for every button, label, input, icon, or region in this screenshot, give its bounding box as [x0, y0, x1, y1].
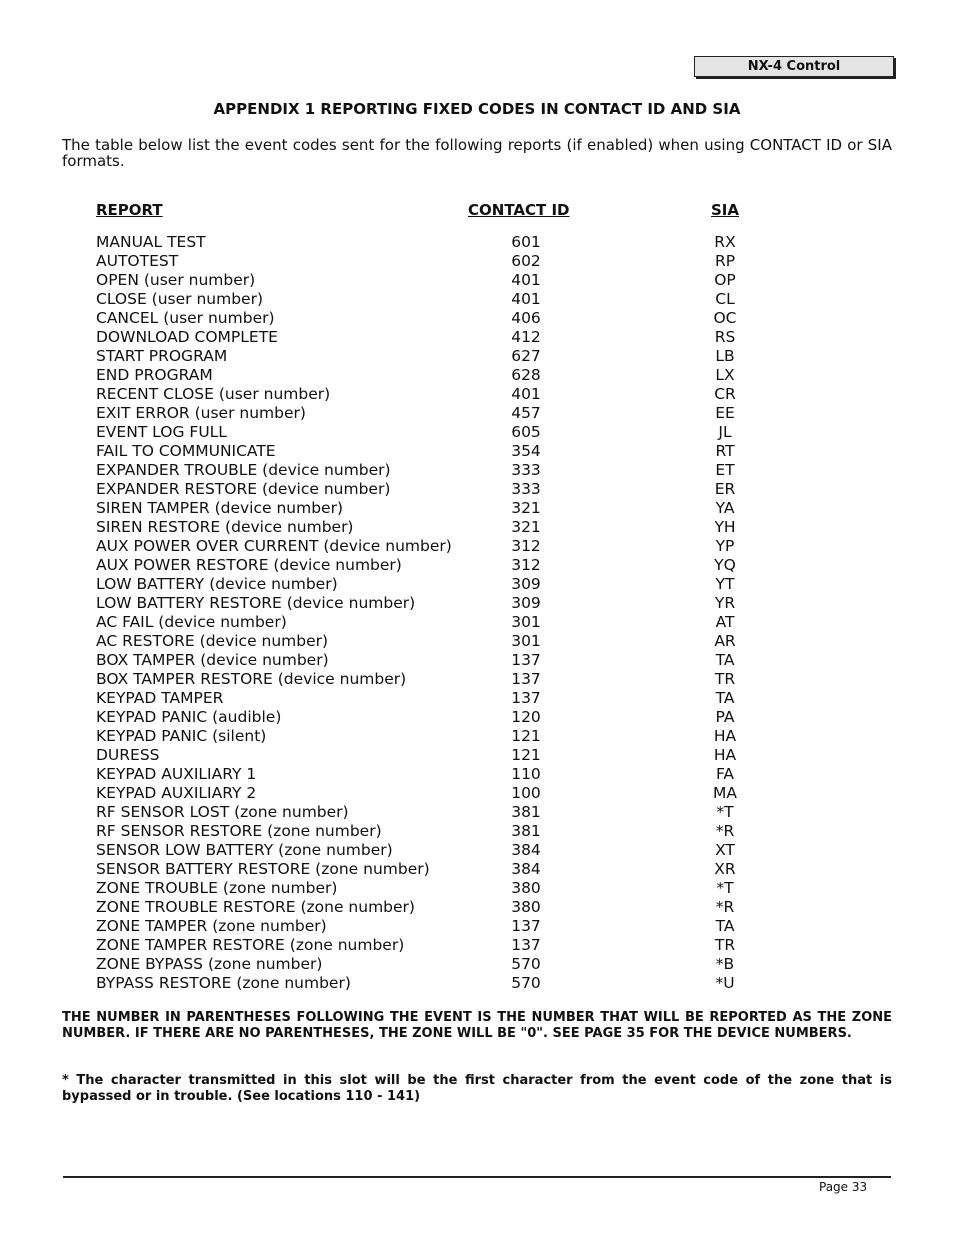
sia-cell: YQ — [714, 556, 736, 574]
report-cell: RECENT CLOSE (user number) — [96, 385, 331, 403]
sia-cell: CR — [714, 385, 736, 403]
table-row — [0, 518, 954, 537]
header-label-box: NX-4 Control — [694, 56, 894, 77]
contact-id-cell: 605 — [511, 423, 541, 441]
report-cell: ZONE BYPASS (zone number) — [96, 955, 323, 973]
contact-id-cell: 309 — [511, 594, 541, 612]
contact-id-cell: 137 — [511, 936, 541, 954]
sia-cell: LB — [715, 347, 735, 365]
sia-cell: YP — [715, 537, 735, 555]
table-row — [0, 575, 954, 594]
sia-cell: *T — [716, 803, 734, 821]
report-cell: RF SENSOR RESTORE (zone number) — [96, 822, 382, 840]
sia-cell: HA — [713, 727, 737, 745]
sia-cell: TA — [715, 651, 735, 669]
column-header-report: REPORT — [96, 201, 163, 219]
table-row — [0, 442, 954, 461]
contact-id-cell: 457 — [511, 404, 541, 422]
sia-cell: RX — [714, 233, 736, 251]
table-row — [0, 917, 954, 936]
report-cell: AC RESTORE (device number) — [96, 632, 329, 650]
sia-cell: OC — [713, 309, 737, 327]
table-row — [0, 879, 954, 898]
sia-cell: CL — [715, 290, 735, 308]
table-row — [0, 347, 954, 366]
table-row — [0, 499, 954, 518]
sia-cell: FA — [715, 765, 735, 783]
footer-rule — [63, 1176, 891, 1178]
table-row — [0, 898, 954, 917]
contact-id-cell: 406 — [511, 309, 541, 327]
table-row — [0, 366, 954, 385]
table-row — [0, 271, 954, 290]
sia-cell: LX — [715, 366, 735, 384]
contact-id-cell: 309 — [511, 575, 541, 593]
contact-id-cell: 137 — [511, 689, 541, 707]
contact-id-cell: 401 — [511, 271, 541, 289]
column-header-sia: SIA — [711, 201, 739, 219]
contact-id-cell: 121 — [511, 746, 541, 764]
report-cell: START PROGRAM — [96, 347, 228, 365]
contact-id-cell: 601 — [511, 233, 541, 251]
table-row — [0, 632, 954, 651]
report-cell: BOX TAMPER (device number) — [96, 651, 329, 669]
table-row — [0, 765, 954, 784]
report-cell: LOW BATTERY (device number) — [96, 575, 338, 593]
page-number: Page 33 — [819, 1180, 868, 1194]
table-row — [0, 461, 954, 480]
report-cell: SIREN RESTORE (device number) — [96, 518, 354, 536]
table-row — [0, 537, 954, 556]
report-cell: KEYPAD AUXILIARY 1 — [96, 765, 257, 783]
contact-id-cell: 381 — [511, 803, 541, 821]
report-cell: FAIL TO COMMUNICATE — [96, 442, 276, 460]
sia-cell: *R — [715, 898, 735, 916]
sia-cell: *U — [715, 974, 735, 992]
report-cell: RF SENSOR LOST (zone number) — [96, 803, 349, 821]
report-cell: ZONE TROUBLE (zone number) — [96, 879, 338, 897]
contact-id-cell: 627 — [511, 347, 541, 365]
table-row — [0, 860, 954, 879]
sia-cell: AT — [715, 613, 735, 631]
table-row — [0, 613, 954, 632]
contact-id-cell: 380 — [511, 898, 541, 916]
report-cell: EVENT LOG FULL — [96, 423, 227, 441]
contact-id-cell: 354 — [511, 442, 541, 460]
contact-id-cell: 121 — [511, 727, 541, 745]
report-cell: EXIT ERROR (user number) — [96, 404, 306, 422]
report-cell: END PROGRAM — [96, 366, 213, 384]
contact-id-cell: 384 — [511, 860, 541, 878]
table-row — [0, 936, 954, 955]
contact-id-cell: 137 — [511, 651, 541, 669]
contact-id-cell: 333 — [511, 480, 541, 498]
contact-id-cell: 321 — [511, 499, 541, 517]
parentheses-note: THE NUMBER IN PARENTHESES FOLLOWING THE EVENT IS THE NUMBER THAT WILL BE REPORTED AS THE ZONE NUMBER. IF THERE ARE NO PARENTHESES, THE ZONE WILL BE "0". SEE PAGE 35 FOR THE DEVICE NUMBERS. — [62, 1010, 892, 1041]
column-header-contact-id: CONTACT ID — [468, 201, 570, 219]
report-cell: KEYPAD TAMPER — [96, 689, 224, 707]
report-cell: DOWNLOAD COMPLETE — [96, 328, 278, 346]
sia-cell: PA — [715, 708, 735, 726]
contact-id-cell: 321 — [511, 518, 541, 536]
report-cell: AC FAIL (device number) — [96, 613, 287, 631]
contact-id-cell: 570 — [511, 974, 541, 992]
sia-cell: *T — [716, 879, 734, 897]
table-row — [0, 480, 954, 499]
contact-id-cell: 628 — [511, 366, 541, 384]
report-cell: EXPANDER TROUBLE (device number) — [96, 461, 391, 479]
intro-paragraph: The table below list the event codes sent for the following reports (if enabled) when using CONTACT ID or SIA formats. — [62, 136, 892, 170]
report-cell: AUTOTEST — [96, 252, 179, 270]
contact-id-cell: 301 — [511, 613, 541, 631]
table-row — [0, 670, 954, 689]
sia-cell: ET — [715, 461, 735, 479]
table-row — [0, 290, 954, 309]
table-row — [0, 556, 954, 575]
report-cell: CLOSE (user number) — [96, 290, 263, 308]
report-cell: ZONE TAMPER (zone number) — [96, 917, 327, 935]
sia-cell: HA — [713, 746, 737, 764]
report-cell: DURESS — [96, 746, 160, 764]
contact-id-cell: 312 — [511, 556, 541, 574]
sia-cell: YH — [714, 518, 736, 536]
sia-cell: RS — [714, 328, 736, 346]
sia-cell: JL — [718, 423, 732, 441]
sia-cell: MA — [713, 784, 737, 802]
sia-cell: YR — [714, 594, 736, 612]
sia-cell: YA — [715, 499, 735, 517]
contact-id-cell: 333 — [511, 461, 541, 479]
table-row — [0, 974, 954, 993]
report-cell: LOW BATTERY RESTORE (device number) — [96, 594, 416, 612]
contact-id-cell: 384 — [511, 841, 541, 859]
report-cell: SENSOR LOW BATTERY (zone number) — [96, 841, 393, 859]
table-row — [0, 385, 954, 404]
event-code-table — [0, 233, 954, 993]
contact-id-cell: 110 — [511, 765, 541, 783]
contact-id-cell: 137 — [511, 670, 541, 688]
report-cell: EXPANDER RESTORE (device number) — [96, 480, 391, 498]
contact-id-cell: 100 — [511, 784, 541, 802]
contact-id-cell: 381 — [511, 822, 541, 840]
contact-id-cell: 380 — [511, 879, 541, 897]
sia-cell: TR — [714, 936, 736, 954]
sia-cell: YT — [715, 575, 735, 593]
contact-id-cell: 412 — [511, 328, 541, 346]
contact-id-cell: 602 — [511, 252, 541, 270]
sia-cell: *R — [715, 822, 735, 840]
table-row — [0, 841, 954, 860]
report-cell: SENSOR BATTERY RESTORE (zone number) — [96, 860, 430, 878]
contact-id-cell: 120 — [511, 708, 541, 726]
contact-id-cell: 570 — [511, 955, 541, 973]
contact-id-cell: 401 — [511, 290, 541, 308]
table-row — [0, 784, 954, 803]
table-row — [0, 955, 954, 974]
sia-cell: ER — [714, 480, 736, 498]
contact-id-cell: 301 — [511, 632, 541, 650]
table-row — [0, 594, 954, 613]
sia-cell: EE — [715, 404, 735, 422]
report-cell: KEYPAD PANIC (silent) — [96, 727, 267, 745]
sia-cell: TR — [714, 670, 736, 688]
table-row — [0, 822, 954, 841]
sia-cell: TA — [715, 917, 735, 935]
table-row — [0, 309, 954, 328]
report-cell: OPEN (user number) — [96, 271, 256, 289]
contact-id-cell: 137 — [511, 917, 541, 935]
table-row — [0, 404, 954, 423]
contact-id-cell: 312 — [511, 537, 541, 555]
sia-cell: XT — [715, 841, 735, 859]
report-cell: BOX TAMPER RESTORE (device number) — [96, 670, 407, 688]
sia-cell: XR — [714, 860, 736, 878]
table-row — [0, 252, 954, 271]
sia-cell: AR — [714, 632, 736, 650]
sia-cell: *B — [715, 955, 735, 973]
table-row — [0, 233, 954, 252]
report-cell: ZONE TROUBLE RESTORE (zone number) — [96, 898, 415, 916]
report-cell: KEYPAD AUXILIARY 2 — [96, 784, 257, 802]
sia-cell: OP — [714, 271, 736, 289]
sia-cell: RT — [715, 442, 735, 460]
table-row — [0, 708, 954, 727]
page-title: APPENDIX 1 REPORTING FIXED CODES IN CONTACT ID AND SIA — [213, 100, 741, 118]
table-row — [0, 689, 954, 708]
table-row — [0, 328, 954, 347]
table-row — [0, 651, 954, 670]
table-row — [0, 727, 954, 746]
report-cell: BYPASS RESTORE (zone number) — [96, 974, 351, 992]
report-cell: AUX POWER OVER CURRENT (device number) — [96, 537, 452, 555]
report-cell: SIREN TAMPER (device number) — [96, 499, 344, 517]
sia-cell: TA — [715, 689, 735, 707]
report-cell: ZONE TAMPER RESTORE (zone number) — [96, 936, 405, 954]
table-row — [0, 746, 954, 765]
table-row — [0, 423, 954, 442]
contact-id-cell: 401 — [511, 385, 541, 403]
report-cell: MANUAL TEST — [96, 233, 206, 251]
report-cell: AUX POWER RESTORE (device number) — [96, 556, 402, 574]
sia-cell: RP — [714, 252, 736, 270]
report-cell: KEYPAD PANIC (audible) — [96, 708, 282, 726]
asterisk-note: * The character transmitted in this slot will be the first character from the event code of the zone that is bypassed or in trouble. (See locations 110 - 141) — [62, 1073, 892, 1104]
report-cell: CANCEL (user number) — [96, 309, 275, 327]
table-row — [0, 803, 954, 822]
